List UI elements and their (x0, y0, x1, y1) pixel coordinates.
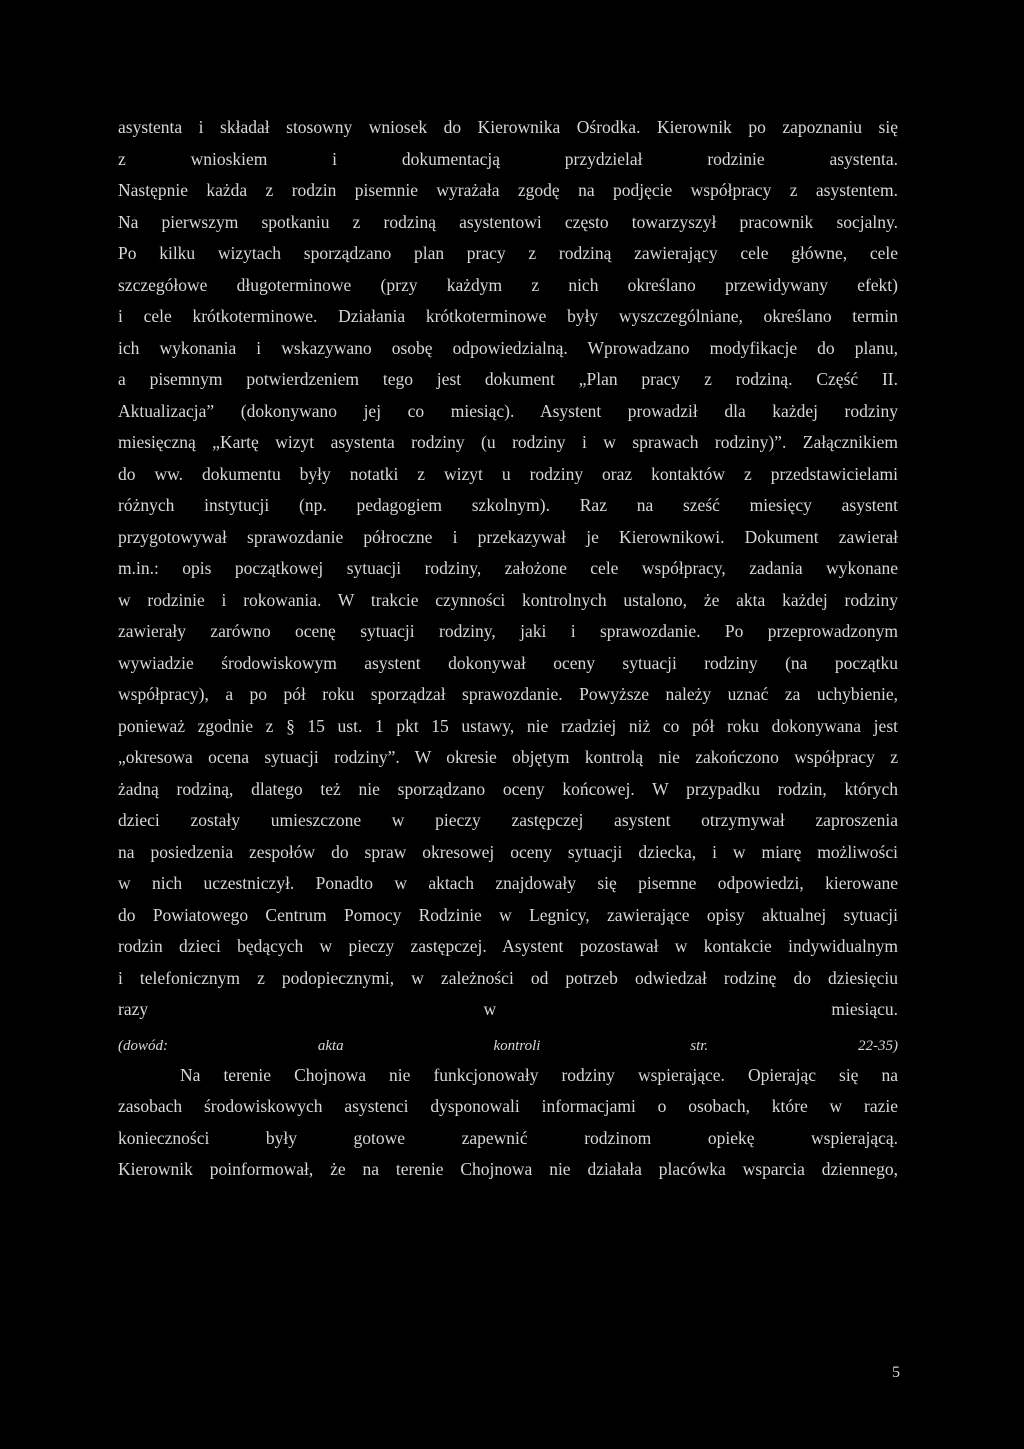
paragraph-1 (118, 112, 898, 175)
text-line: i cele krótkoterminowe. Działania krótkoterminowe były wyszczególniane, określano termin (118, 306, 898, 326)
text-line: zawierały zarówno ocenę sytuacji rodziny, jaki i sprawozdanie. Po przeprowadzonym (118, 621, 898, 641)
paragraph-rodziny-wspierajace (118, 1060, 898, 1155)
document-page (118, 112, 898, 1186)
text-line: asystenta i składał stosowny wniosek do Kierownika Ośrodka. Kierownik po zapoznaniu się (118, 117, 898, 137)
text-line: Następnie każda z rodzin pisemnie wyrażała zgodę na podjęcie współpracy z asystentem. (118, 180, 898, 200)
text-line: w rodzinie i rokowania. W trakcie czynności kontrolnych ustalono, że akta każdej rodziny (118, 589, 898, 610)
paragraph-2 (118, 175, 898, 238)
text-line: Na terenie Chojnowa nie funkcjonowały rodziny wspierające. Opierając się na (180, 1064, 898, 1085)
evidence-reference: (dowód: akta kontroli str. 22-35) (118, 1037, 898, 1054)
text-line: w nich uczestniczył. Ponadto w aktach znajdowały się pisemne odpowiedzi, kierowane (118, 873, 898, 893)
text-line: Kierownik poinformował, że na terenie Chojnowa nie działała placówka wsparcia dziennego, (118, 1159, 898, 1179)
text-line: do ww. dokumentu były notatki z wizyt u rodziny oraz kontaktów z przedstawicielami (118, 463, 898, 484)
text-line: współpracy), a po pół roku sporządzał sprawozdanie. Powyższe należy uznać za uchybienie, (118, 684, 898, 704)
text-line: m.in.: opis początkowej sytuacji rodziny, założone cele współpracy, zadania wykonane (118, 558, 898, 578)
text-line: i telefonicznym z podopiecznymi, w zależności od potrzeb odwiedzał rodzinę do dziesięciu (118, 967, 898, 988)
text-line: do Powiatowego Centrum Pomocy Rodzinie w Legnicy, zawierające opisy aktualnej sytuacji (118, 904, 898, 925)
page-number: 5 (892, 1364, 900, 1381)
text-line: szczegółowe długoterminowe (przy każdym z nich określano przewidywany efekt) (118, 274, 898, 295)
paragraph-3 (118, 238, 898, 1026)
text-line: przygotowywał sprawozdanie półroczne i przekazywał je Kierownikowi. Dokument zawierał (118, 526, 898, 547)
text-line: z wnioskiem i dokumentacją przydzielał rodzinie asystenta. (118, 148, 898, 169)
text-line: zasobach środowiskowych asystenci dysponowali informacjami o osobach, które w razie (118, 1096, 898, 1116)
text-line: różnych instytucji (np. pedagogiem szkolnym). Raz na sześć miesięcy asystent (118, 495, 898, 515)
paragraph-placowka-wsparcia (118, 1154, 898, 1186)
text-line: „okresowa ocena sytuacji rodziny”. W okresie objętym kontrolą nie zakończono współpracy z (118, 747, 898, 767)
text-line: rodzin dzieci będących w pieczy zastępczej. Asystent pozostawał w kontakcie indywidualnym (118, 936, 898, 956)
text-line: Aktualizacja” (dokonywano jej co miesiąc). Asystent prowadził dla każdej rodziny (118, 400, 898, 421)
text-line: Po kilku wizytach sporządzano plan pracy z rodziną zawierający cele główne, cele (118, 243, 898, 263)
text-line: konieczności były gotowe zapewnić rodzinom opiekę wspierającą. (118, 1127, 898, 1148)
text-line: ponieważ zgodnie z § 15 ust. 1 pkt 15 ustawy, nie rzadziej niż co pół roku dokonywana jest (118, 715, 898, 736)
text-line: żadną rodziną, dlatego też nie sporządzano oceny końcowej. W przypadku rodzin, których (118, 778, 898, 799)
text-line: miesięczną „Kartę wizyt asystenta rodziny (u rodziny i w sprawach rodziny)”. Załącznikiem (118, 432, 898, 452)
text-line: na posiedzenia zespołów do spraw okresowej oceny sytuacji dziecka, i w miarę możliwości (118, 841, 898, 862)
text-line: ich wykonania i wskazywano osobę odpowiedzialną. Wprowadzano modyfikacje do planu, (118, 337, 898, 358)
text-line: Na pierwszym spotkaniu z rodziną asystentowi często towarzyszył pracownik socjalny. (118, 211, 898, 232)
text-line: dzieci zostały umieszczone w pieczy zastępczej asystent otrzymywał zaproszenia (118, 810, 898, 830)
text-line: wywiadzie środowiskowym asystent dokonywał oceny sytuacji rodziny (na początku (118, 652, 898, 673)
text-line: a pisemnym potwierdzeniem tego jest dokument „Plan pracy z rodziną. Część II. (118, 369, 898, 389)
text-line: razy w miesiącu. (118, 999, 898, 1019)
